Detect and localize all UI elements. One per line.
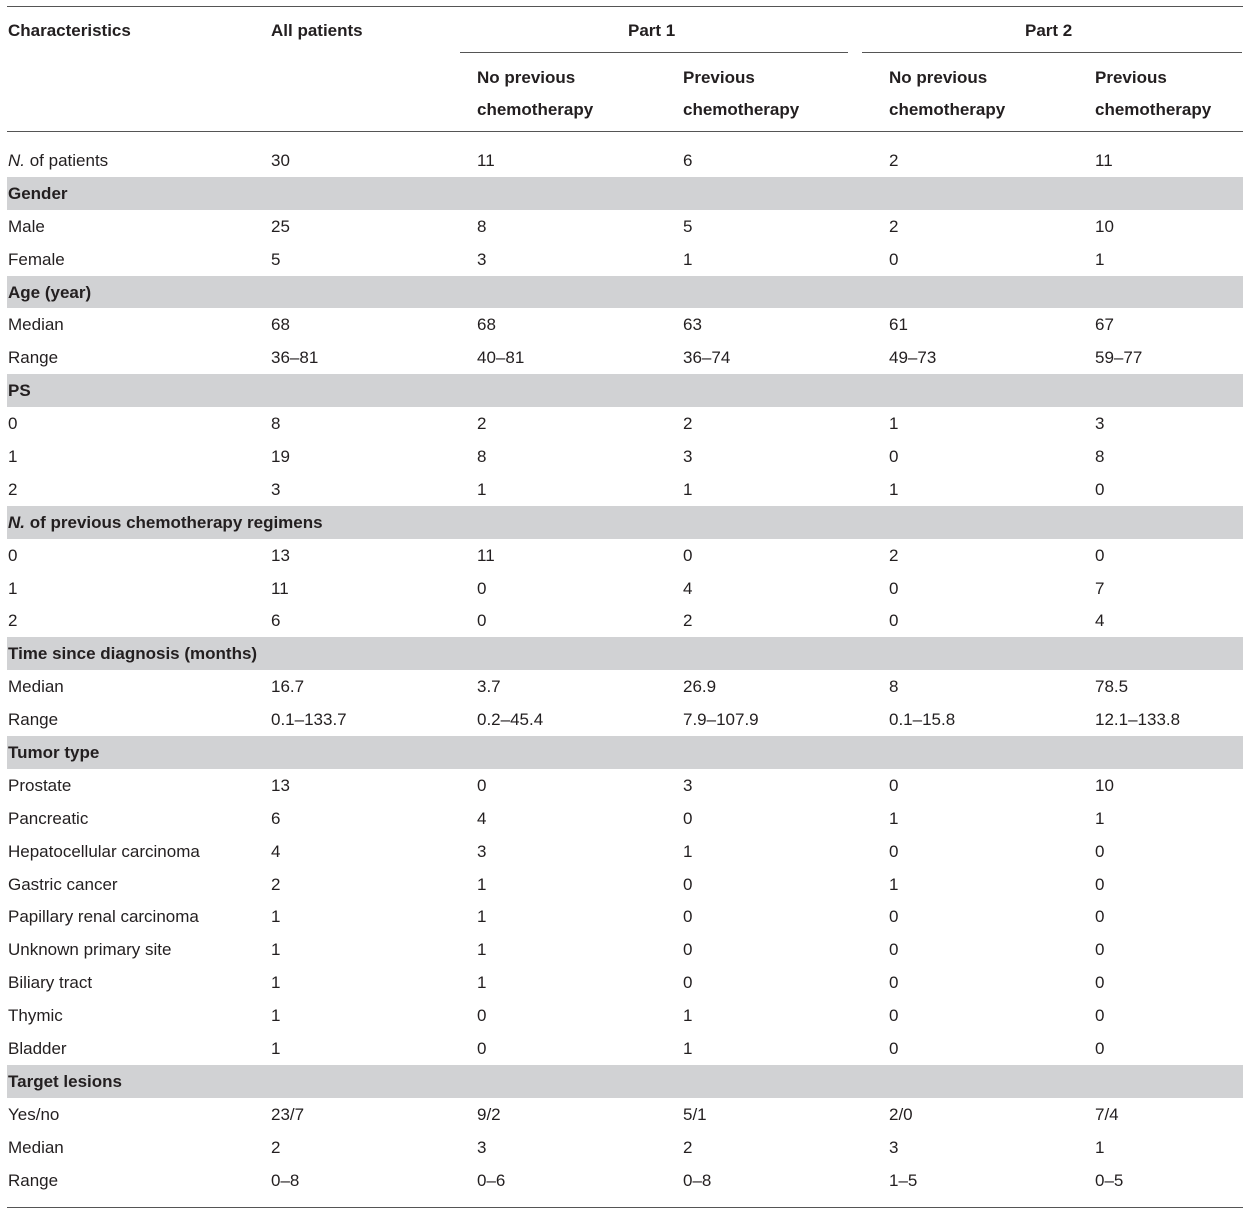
table-row [7, 933, 1243, 966]
table-row [7, 999, 1243, 1032]
row-label [8, 473, 17, 506]
table-cell: 3.7 [477, 677, 501, 697]
table-cell: 1 [889, 414, 899, 434]
row-label-text: Bladder [8, 1039, 67, 1059]
table-row [7, 243, 1243, 276]
table-cell: 6 [271, 808, 281, 828]
row-label [8, 604, 17, 637]
row-label [8, 868, 118, 901]
table-cell: 0 [889, 578, 899, 598]
table-cell: 0 [889, 775, 899, 795]
row-label-text: 0 [8, 414, 18, 434]
row-label-text: 2 [8, 611, 18, 631]
table-row [7, 308, 1243, 341]
table-cell: 1 [683, 479, 693, 499]
table-cell: 63 [683, 315, 702, 335]
table-cell: 0 [477, 578, 487, 598]
table-cell: 11 [477, 545, 495, 565]
table-cell: 1 [271, 1006, 281, 1026]
table-cell: 5 [683, 216, 693, 236]
table-cell: 2/0 [889, 1104, 913, 1124]
table-cell: 1 [683, 1006, 693, 1026]
table-cell: 7.9–107.9 [683, 710, 759, 730]
table-cell: 0–5 [1095, 1170, 1124, 1190]
table-cell: 11 [271, 578, 289, 598]
header-part1-no-prev-line2: chemotherapy [477, 100, 594, 119]
table-cell: 0 [889, 973, 899, 993]
table-cell: 8 [477, 447, 487, 467]
row-label [8, 1098, 59, 1131]
row-label [8, 1164, 58, 1197]
table-cell: 4 [271, 841, 281, 861]
table-cell: 1 [477, 973, 487, 993]
header-characteristics: Characteristics [8, 21, 131, 40]
table-cell: 25 [271, 216, 290, 236]
row-label [8, 999, 63, 1032]
table-cell: 8 [477, 216, 487, 236]
table-cell: 3 [683, 447, 693, 467]
table-cell: 13 [271, 775, 290, 795]
table-cell: 0–8 [683, 1170, 712, 1190]
table-cell: 36–81 [271, 348, 319, 368]
table-cell: 1 [477, 874, 487, 894]
row-label [8, 440, 17, 473]
row-label-text: Thymic [8, 1006, 63, 1026]
header-part-1: Part 1 [628, 21, 676, 40]
table-cell: 11 [1095, 151, 1113, 170]
table-cell: 1 [271, 1039, 281, 1059]
row-label-text: Biliary tract [8, 973, 93, 993]
table-cell: 0 [889, 940, 899, 960]
table-cell: 2 [889, 216, 899, 236]
row-label-italic: N. [8, 512, 25, 532]
row-label [8, 144, 108, 177]
table-row [7, 341, 1243, 374]
table-cell: 1 [889, 479, 899, 499]
table-cell: 3 [683, 775, 693, 795]
row-label-text: Male [8, 216, 45, 236]
group-label [8, 506, 323, 539]
table-cell: 0–8 [271, 1170, 300, 1190]
group-header-row [7, 637, 1243, 670]
header-part1-prev-line2: chemotherapy [683, 100, 800, 119]
table-cell: 26.9 [683, 677, 717, 697]
row-label [8, 539, 17, 572]
row-label-text: Range [8, 1170, 59, 1190]
table-top-rule [7, 6, 1243, 7]
table-cell: 3 [1095, 414, 1105, 434]
row-label [8, 703, 58, 736]
table-cell: 1 [1095, 808, 1105, 828]
table-cell: 1 [271, 907, 281, 927]
row-label [8, 243, 65, 276]
table-cell: 0 [683, 874, 693, 894]
table-cell: 2 [683, 414, 693, 434]
group-header-row [7, 736, 1243, 769]
table-cell: 8 [889, 677, 899, 697]
table-cell: 4 [1095, 611, 1105, 631]
table-cell: 1 [271, 973, 281, 993]
table-row [7, 210, 1243, 243]
table-row [7, 604, 1243, 637]
table-cell: 1 [1095, 1137, 1105, 1157]
row-label-text: Unknown primary site [8, 940, 172, 960]
row-label-text: Tumor type [8, 743, 100, 763]
table-cell: 0 [889, 447, 899, 467]
row-label-text: 2 [8, 479, 18, 499]
table-cell: 0 [1095, 479, 1105, 499]
table-cell: 78.5 [1095, 677, 1129, 697]
row-label-text: of patients [25, 151, 109, 170]
table-cell: 23/7 [271, 1104, 305, 1124]
table-cell: 1 [477, 907, 487, 927]
group-label [8, 637, 257, 670]
table-cell: 0 [889, 1039, 899, 1059]
table-cell: 0 [1095, 1006, 1105, 1026]
table-cell: 0 [1095, 907, 1105, 927]
table-row [7, 1032, 1243, 1065]
table-cell: 9/2 [477, 1104, 501, 1124]
table-cell: 3 [477, 1137, 487, 1157]
row-label-text: Range [8, 348, 59, 368]
row-label-text: Median [8, 1137, 64, 1157]
table-cell: 8 [1095, 447, 1105, 467]
row-label [8, 210, 45, 243]
table-cell: 68 [271, 315, 290, 335]
table-cell: 36–74 [683, 348, 731, 368]
table-cell: 2 [889, 545, 899, 565]
table-cell: 3 [477, 249, 487, 269]
table-cell: 10 [1095, 216, 1114, 236]
table-bottom-rule [7, 1207, 1243, 1208]
table-cell: 16.7 [271, 677, 305, 697]
table-cell: 1 [1095, 249, 1105, 269]
table-cell: 6 [271, 611, 281, 631]
table-cell: 1 [477, 479, 487, 499]
table-cell: 2 [271, 1137, 281, 1157]
table-cell: 0 [477, 1006, 487, 1026]
header-all-patients: All patients [271, 21, 363, 40]
row-label-text: 1 [8, 447, 18, 467]
table-cell: 0 [889, 611, 899, 631]
table-cell: 0 [889, 249, 899, 269]
header-part1-prev-line1: Previous [683, 68, 755, 87]
table-body [7, 144, 1243, 1197]
table-cell: 0 [1095, 841, 1105, 861]
table-cell: 2 [889, 151, 899, 170]
table-row [7, 868, 1243, 901]
row-label-text: Pancreatic [8, 808, 89, 828]
group-header-row [7, 276, 1243, 309]
row-label-text: Yes/no [8, 1104, 60, 1124]
table-cell: 0.2–45.4 [477, 710, 544, 730]
table-row [7, 769, 1243, 802]
table-cell: 1 [683, 841, 693, 861]
table-cell: 0 [1095, 973, 1105, 993]
row-label-text: Target lesions [8, 1071, 122, 1091]
table-row [7, 440, 1243, 473]
header-bottom-rule [7, 131, 1243, 132]
table-cell: 1 [889, 874, 899, 894]
table-row [7, 473, 1243, 506]
table-cell: 5 [271, 249, 281, 269]
row-label [8, 1032, 67, 1065]
row-label-italic: N. [8, 151, 25, 170]
table-cell: 2 [683, 611, 693, 631]
part-2-rule [862, 52, 1242, 53]
table-row [7, 539, 1243, 572]
header-part2-no-prev-line1: No previous [889, 68, 988, 87]
table-cell: 0 [477, 611, 487, 631]
table-cell: 12.1–133.8 [1095, 710, 1181, 730]
table-row [7, 966, 1243, 999]
group-header-row [7, 374, 1243, 407]
row-label [8, 769, 71, 802]
table-cell: 0 [1095, 940, 1105, 960]
row-label-text: Prostate [8, 775, 72, 795]
table-cell: 67 [1095, 315, 1114, 335]
row-label [8, 407, 17, 440]
table-cell: 0 [477, 775, 487, 795]
table-cell: 0–6 [477, 1170, 506, 1190]
group-label [8, 736, 99, 769]
table-cell: 3 [271, 479, 281, 499]
table-cell: 68 [477, 315, 496, 335]
table-row [7, 572, 1243, 605]
table-cell: 3 [477, 841, 487, 861]
header-part1-no-prev-line1: No previous [477, 68, 576, 87]
group-header-row [7, 506, 1243, 539]
row-label-text: Female [8, 249, 65, 269]
row-label [8, 835, 200, 868]
group-label [8, 276, 91, 309]
table-cell: 0 [683, 940, 693, 960]
table-cell: 1 [683, 1039, 693, 1059]
table-row [7, 144, 1243, 177]
table-row [7, 1131, 1243, 1164]
table-cell: 0.1–15.8 [889, 710, 956, 730]
row-label [8, 933, 171, 966]
row-label-text: Gastric cancer [8, 874, 118, 894]
row-label-text: 1 [8, 578, 18, 598]
table-row [7, 703, 1243, 736]
row-label-text: PS [8, 381, 31, 401]
table-cell: 0 [889, 907, 899, 927]
table-cell: 11 [477, 151, 495, 170]
table-row [7, 900, 1243, 933]
group-header-row [7, 1065, 1243, 1098]
table-cell: 30 [271, 151, 290, 170]
table-cell: 0 [683, 545, 693, 565]
row-label-text: Time since diagnosis (months) [8, 644, 258, 664]
group-label [8, 177, 68, 210]
row-label-text: Median [8, 677, 64, 697]
row-label-text: of previous chemotherapy regimens [25, 512, 323, 532]
row-label [8, 670, 64, 703]
table-cell: 19 [271, 447, 290, 467]
table-cell: 0 [683, 907, 693, 927]
table-cell: 5/1 [683, 1104, 707, 1124]
row-label [8, 572, 17, 605]
row-label [8, 1131, 64, 1164]
table-cell: 40–81 [477, 348, 525, 368]
table-row [7, 1098, 1243, 1131]
table-cell: 2 [477, 414, 487, 434]
row-label [8, 900, 199, 933]
table-cell: 4 [683, 578, 693, 598]
row-label-text: Median [8, 315, 64, 335]
header-part2-prev-line2: chemotherapy [1095, 100, 1212, 119]
table-cell: 7 [1095, 578, 1105, 598]
table-cell: 0 [1095, 1039, 1105, 1059]
row-label [8, 308, 64, 341]
table-cell: 2 [271, 874, 281, 894]
row-label-text: Hepatocellular carcinoma [8, 841, 200, 861]
table-cell: 0 [1095, 874, 1105, 894]
row-label-text: Range [8, 710, 59, 730]
row-label [8, 802, 88, 835]
table-cell: 1 [271, 940, 281, 960]
table-row [7, 802, 1243, 835]
row-label-text: Papillary renal carcinoma [8, 907, 199, 927]
table-cell: 0 [889, 841, 899, 861]
row-label-text: Gender [8, 183, 68, 203]
table-cell: 1 [477, 940, 487, 960]
table-row [7, 1164, 1243, 1197]
table-cell: 2 [683, 1137, 693, 1157]
table-cell: 3 [889, 1137, 899, 1157]
table-cell: 1–5 [889, 1170, 918, 1190]
group-label [8, 1065, 122, 1098]
row-label-text: Age (year) [8, 282, 92, 302]
table-cell: 13 [271, 545, 290, 565]
table-cell: 1 [683, 249, 693, 269]
table-cell: 0 [1095, 545, 1105, 565]
table-cell: 10 [1095, 775, 1114, 795]
table-row [7, 670, 1243, 703]
table-row [7, 407, 1243, 440]
row-label [8, 341, 58, 374]
table-cell: 0 [683, 973, 693, 993]
group-header-row [7, 177, 1243, 210]
part-1-rule [460, 52, 848, 53]
header-part2-prev-line1: Previous [1095, 68, 1167, 87]
table-cell: 7/4 [1095, 1104, 1119, 1124]
group-label [8, 374, 31, 407]
table-cell: 49–73 [889, 348, 937, 368]
table-cell: 0 [477, 1039, 487, 1059]
table-cell: 8 [271, 414, 281, 434]
table-cell: 0.1–133.7 [271, 710, 347, 730]
header-part2-no-prev-line2: chemotherapy [889, 100, 1006, 119]
table-cell: 0 [889, 1006, 899, 1026]
table-cell: 59–77 [1095, 348, 1143, 368]
table-cell: 1 [889, 808, 899, 828]
row-label [8, 966, 92, 999]
header-part-2: Part 2 [1025, 21, 1073, 40]
table-cell: 4 [477, 808, 487, 828]
table-row [7, 835, 1243, 868]
row-label-text: 0 [8, 545, 18, 565]
table-cell: 61 [889, 315, 908, 335]
table-cell: 6 [683, 151, 693, 170]
table-cell: 0 [683, 808, 693, 828]
